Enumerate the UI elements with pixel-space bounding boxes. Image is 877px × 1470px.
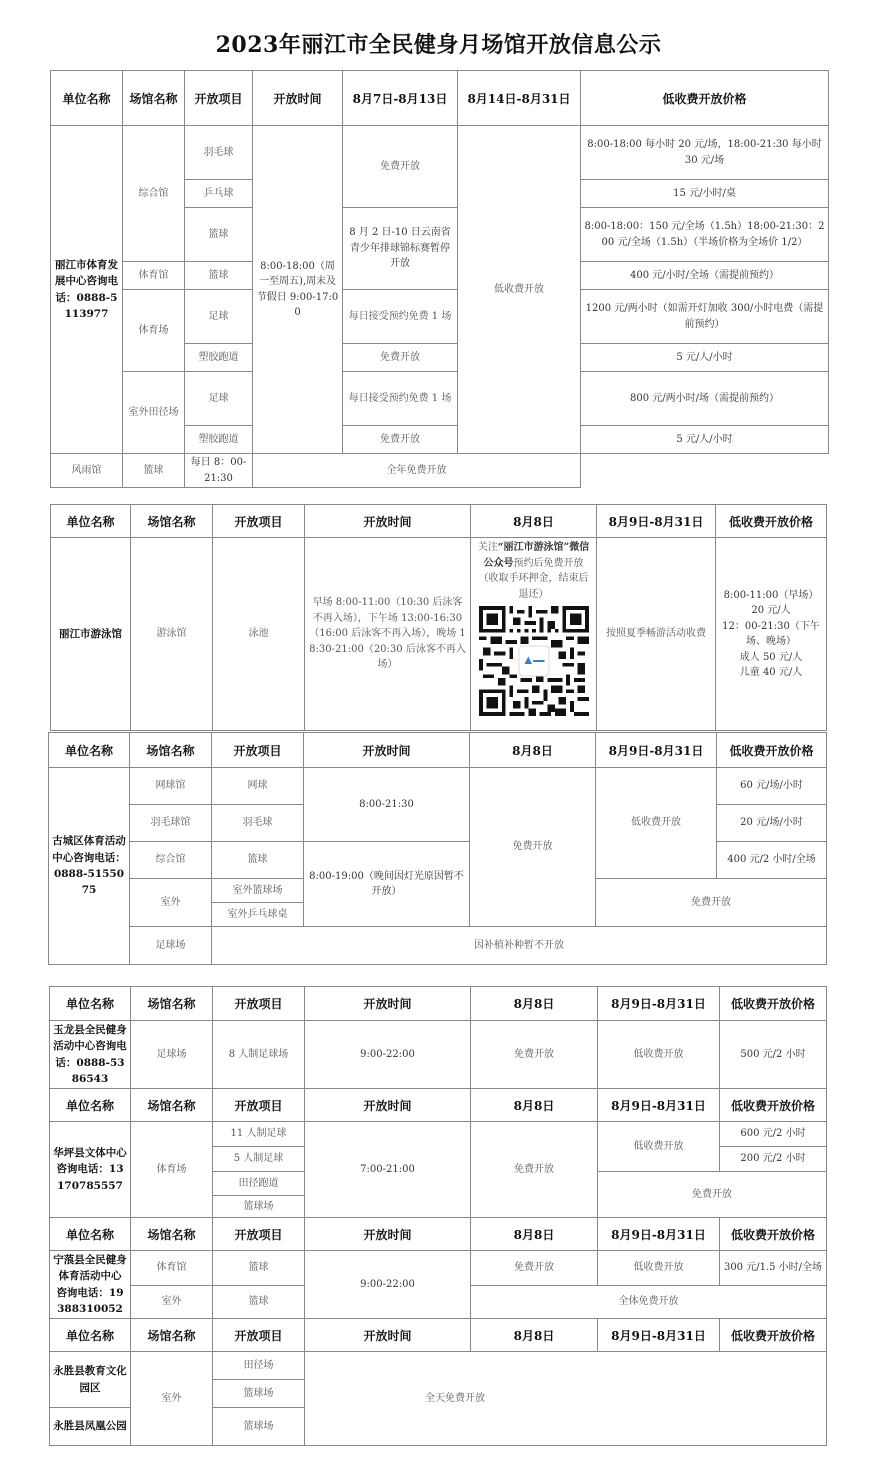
header-aug8: 8月8日 xyxy=(470,733,596,768)
venue-name: 室外 xyxy=(131,1352,213,1446)
price: 60 元/场/小时 xyxy=(717,768,827,805)
outdoor-free-note: 免费开放 xyxy=(596,879,827,927)
venue-name: 游泳馆 xyxy=(131,538,213,731)
item-name: 室外乒乓球桌 xyxy=(212,903,304,927)
aug7-13-status: 免费开放 xyxy=(343,344,458,372)
item-name: 篮球 xyxy=(123,454,185,488)
header-aug9-31: 8月9日-8月31日 xyxy=(598,1319,720,1352)
price: 15 元/小时/桌 xyxy=(581,180,829,208)
aug9-31-status: 低收费开放 xyxy=(598,1122,720,1172)
unit-name: 宁蒗县全民健身体育活动中心 咨询电话：19388310052 xyxy=(50,1251,131,1319)
unit-name: 玉龙县全民健身活动中心咨询电话：0888-5386543 xyxy=(50,1021,131,1089)
header-aug9-31: 8月9日-8月31日 xyxy=(597,505,716,538)
header-unit: 单位名称 xyxy=(51,505,131,538)
header-item: 开放项目 xyxy=(212,733,304,768)
open-time: 8:00-19:00（晚间因灯光原因暂不开放） xyxy=(304,842,470,927)
header-aug8: 8月8日 xyxy=(471,505,597,538)
header-unit: 单位名称 xyxy=(50,1218,131,1251)
header-price: 低收费开放价格 xyxy=(720,987,827,1021)
aug8-status: 免费开放 xyxy=(470,768,596,927)
header-time: 开放时间 xyxy=(305,1319,471,1352)
header-time: 开放时间 xyxy=(305,505,471,538)
price: 5 元/人/小时 xyxy=(581,426,829,454)
table-row xyxy=(51,538,827,731)
venue-name: 室外 xyxy=(130,879,212,927)
venue-name: 室外田径场 xyxy=(123,372,185,454)
unit-name: 古城区体育活动中心咨询电话：0888-5155075 xyxy=(49,768,130,965)
header-unit: 单位名称 xyxy=(51,71,123,126)
venue-name: 网球馆 xyxy=(130,768,212,805)
open-time: 早场 8:00-11:00（10:30 后泳客不再入场），下午场 13:00-16:30（16:00 后泳客不再入场），晚场 18:30-21:00（20:30 后泳客不再入场） xyxy=(305,538,471,731)
all-day-free-note: 全天免费开放 xyxy=(305,1352,827,1446)
header-unit: 单位名称 xyxy=(50,1319,131,1352)
header-aug14-31: 8月14日-8月31日 xyxy=(458,71,581,126)
header-time: 开放时间 xyxy=(305,1089,471,1122)
open-time: 9:00-22:00 xyxy=(305,1251,471,1319)
open-time: 8:00-21:30 xyxy=(304,768,470,842)
item-name: 篮球 xyxy=(213,1285,305,1319)
aug8-status: 免费开放 xyxy=(471,1251,598,1286)
header-aug8: 8月8日 xyxy=(471,987,598,1021)
item-name: 篮球 xyxy=(185,262,253,290)
aug9-31-status: 按照夏季畅游活动收费 xyxy=(597,538,716,731)
price: 500 元/2 小时 xyxy=(720,1021,827,1089)
unit-name: 永胜县凤凰公园 xyxy=(50,1408,131,1446)
item-name: 网球 xyxy=(212,768,304,805)
aug7-13-status: 8 月 2 日-10 日云南省青少年排球锦标赛暂停开放 xyxy=(343,208,458,290)
item-name: 足球 xyxy=(185,372,253,426)
item-name: 足球 xyxy=(185,290,253,344)
header-item: 开放项目 xyxy=(213,1218,305,1251)
price: 1200 元/两小时（如需开灯加收 300/小时电费（需提前预约） xyxy=(581,290,829,344)
page-title: 2023年丽江市全民健身月场馆开放信息公示 xyxy=(215,32,662,58)
venue-name: 室外 xyxy=(131,1285,213,1319)
table-county-centers xyxy=(49,986,827,1446)
wechat-account-name: “丽江市游泳馆”微信公众号 xyxy=(483,542,590,569)
table-lijiang-sports-center xyxy=(50,70,829,488)
header-aug9-31: 8月9日-8月31日 xyxy=(598,1218,720,1251)
price-list xyxy=(716,538,827,731)
item-name: 乒乓球 xyxy=(185,180,253,208)
item-name: 篮球场 xyxy=(213,1380,305,1408)
table-row xyxy=(50,1021,827,1089)
unit-name: 丽江市体育发展中心咨询电话：0888-5113977 xyxy=(51,126,123,454)
header-item: 开放项目 xyxy=(213,987,305,1021)
table-row xyxy=(51,290,829,344)
item-name: 塑胶跑道 xyxy=(185,426,253,454)
header-price: 低收费开放价格 xyxy=(720,1319,827,1352)
item-name: 篮球场 xyxy=(213,1408,305,1446)
price: 400 元/小时/全场（需提前预约） xyxy=(581,262,829,290)
header-venue: 场馆名称 xyxy=(130,733,212,768)
aug9-31-status: 低收费开放 xyxy=(598,1021,720,1089)
price-line: 20 元/人 xyxy=(751,605,791,616)
price: 800 元/两小时/场（需提前预约） xyxy=(581,372,829,426)
header-time: 开放时间 xyxy=(305,1218,471,1251)
header-aug7-13: 8月7日-8月13日 xyxy=(343,71,458,126)
aug7-13-status: 免费开放 xyxy=(343,426,458,454)
aug8-prefix: 关注 xyxy=(477,542,498,553)
table-gucheng-sports-center xyxy=(48,732,827,965)
price: 400 元/2 小时/全场 xyxy=(717,842,827,879)
price-line: 儿童 40 元/人 xyxy=(739,667,803,678)
table-row xyxy=(51,126,829,180)
venue-name: 体育馆 xyxy=(123,262,185,290)
item-name: 11 人制足球 xyxy=(213,1122,305,1147)
header-venue: 场馆名称 xyxy=(131,1089,213,1122)
item-name: 室外篮球场 xyxy=(212,879,304,903)
header-item: 开放项目 xyxy=(185,71,253,126)
header-item: 开放项目 xyxy=(213,1319,305,1352)
price: 5 元/人/小时 xyxy=(581,344,829,372)
football-closed-note: 因补植补种暂不开放 xyxy=(212,927,827,965)
header-venue: 场馆名称 xyxy=(131,1319,213,1352)
price-line: 成人 50 元/人 xyxy=(739,651,803,663)
header-price: 低收费开放价格 xyxy=(720,1218,827,1251)
item-name: 塑胶跑道 xyxy=(185,344,253,372)
item-name: 羽毛球 xyxy=(212,805,304,842)
item-name: 篮球 xyxy=(185,208,253,262)
venue-name: 体育场 xyxy=(123,290,185,372)
header-venue: 场馆名称 xyxy=(123,71,185,126)
item-name: 篮球 xyxy=(212,842,304,879)
outdoor-free-note: 全体免费开放 xyxy=(471,1285,827,1319)
table-lijiang-swimming xyxy=(50,504,827,731)
header-unit: 单位名称 xyxy=(49,733,130,768)
venue-name: 体育场 xyxy=(131,1122,213,1218)
price: 8:00-18:00 每小时 20 元/场，18:00-21:30 每小时 30 元/场 xyxy=(581,126,829,180)
open-time: 9:00-22:00 xyxy=(305,1021,471,1089)
price: 20 元/场/小时 xyxy=(717,805,827,842)
venue-name: 风雨馆 xyxy=(51,454,123,488)
header-price: 低收费开放价格 xyxy=(716,505,827,538)
price: 200 元/2 小时 xyxy=(720,1147,827,1172)
header-item: 开放项目 xyxy=(213,505,305,538)
unit-name: 华坪县文体中心咨询电话：13170785557 xyxy=(50,1122,131,1218)
item-name: 8 人制足球场 xyxy=(213,1021,305,1089)
venue-name: 综合馆 xyxy=(123,126,185,262)
aug7-13-status: 免费开放 xyxy=(343,126,458,208)
venue-name: 足球场 xyxy=(130,927,212,965)
header-price: 低收费开放价格 xyxy=(717,733,827,768)
aug9-31-status: 低收费开放 xyxy=(596,768,717,879)
price-line: 8:00-11:00（早场） xyxy=(723,589,819,601)
aug8-status xyxy=(471,538,597,731)
aug8-status: 免费开放 xyxy=(471,1122,598,1218)
venue-name: 羽毛球馆 xyxy=(130,805,212,842)
aug14-31-status: 低收费开放 xyxy=(458,126,581,454)
price: 8:00-18:00：150 元/全场（1.5h）18:00-21:30：200 元/全场（1.5h）（半场价格为全场价 1/2） xyxy=(581,208,829,262)
table-row xyxy=(51,454,829,488)
price: 600 元/2 小时 xyxy=(720,1122,827,1147)
table-row xyxy=(49,927,827,965)
header-aug9-31: 8月9日-8月31日 xyxy=(596,733,717,768)
header-aug8: 8月8日 xyxy=(471,1218,598,1251)
header-price: 低收费开放价格 xyxy=(581,71,829,126)
header-time: 开放时间 xyxy=(253,71,343,126)
aug7-13-status: 每日接受预约免费 1 场 xyxy=(343,290,458,344)
venue-name: 足球场 xyxy=(131,1021,213,1089)
venue-name: 综合馆 xyxy=(130,842,212,879)
item-name: 泳池 xyxy=(213,538,305,731)
header-item: 开放项目 xyxy=(213,1089,305,1122)
item-name: 篮球场 xyxy=(213,1196,305,1218)
item-name: 篮球 xyxy=(213,1251,305,1286)
header-aug8: 8月8日 xyxy=(471,1089,598,1122)
table-row xyxy=(50,1122,827,1147)
year-round-note: 全年免费开放 xyxy=(253,454,581,488)
aug8-suffix: 预约后免费开放（收取手环押金，结束后退还） xyxy=(478,557,589,600)
header-aug8: 8月8日 xyxy=(471,1319,598,1352)
table-row xyxy=(51,372,829,426)
open-time: 7:00-21:00 xyxy=(305,1122,471,1218)
header-venue: 场馆名称 xyxy=(131,987,213,1021)
qr-code-icon[interactable] xyxy=(479,606,589,716)
header-venue: 场馆名称 xyxy=(131,1218,213,1251)
free-note: 免费开放 xyxy=(598,1172,827,1218)
header-unit: 单位名称 xyxy=(50,987,131,1021)
open-time: 每日 8：00-21:30 xyxy=(185,454,253,488)
unit-name: 丽江市游泳馆 xyxy=(51,538,131,731)
table-row xyxy=(50,1251,827,1286)
item-name: 羽毛球 xyxy=(185,126,253,180)
header-aug9-31: 8月9日-8月31日 xyxy=(598,1089,720,1122)
venue-name: 体育馆 xyxy=(131,1251,213,1286)
table-row xyxy=(50,1352,827,1380)
unit-name: 永胜县教育文化园区 xyxy=(50,1352,131,1408)
open-time: 8:00-18:00（周一至周五),周末及节假日 9:00-17:00 xyxy=(253,126,343,454)
table-row xyxy=(49,768,827,805)
item-name: 5 人制足球 xyxy=(213,1147,305,1172)
price-line: 12：00-21:30（下午场、晚场） xyxy=(722,620,820,647)
item-name: 田径跑道 xyxy=(213,1172,305,1196)
header-aug9-31: 8月9日-8月31日 xyxy=(598,987,720,1021)
header-price: 低收费开放价格 xyxy=(720,1089,827,1122)
aug9-31-status: 低收费开放 xyxy=(598,1251,720,1286)
header-time: 开放时间 xyxy=(304,733,470,768)
header-time: 开放时间 xyxy=(305,987,471,1021)
aug8-status: 免费开放 xyxy=(471,1021,598,1089)
header-unit: 单位名称 xyxy=(50,1089,131,1122)
price: 300 元/1.5 小时/全场 xyxy=(720,1251,827,1286)
header-venue: 场馆名称 xyxy=(131,505,213,538)
aug7-13-status: 每日接受预约免费 1 场 xyxy=(343,372,458,426)
item-name: 田径场 xyxy=(213,1352,305,1380)
